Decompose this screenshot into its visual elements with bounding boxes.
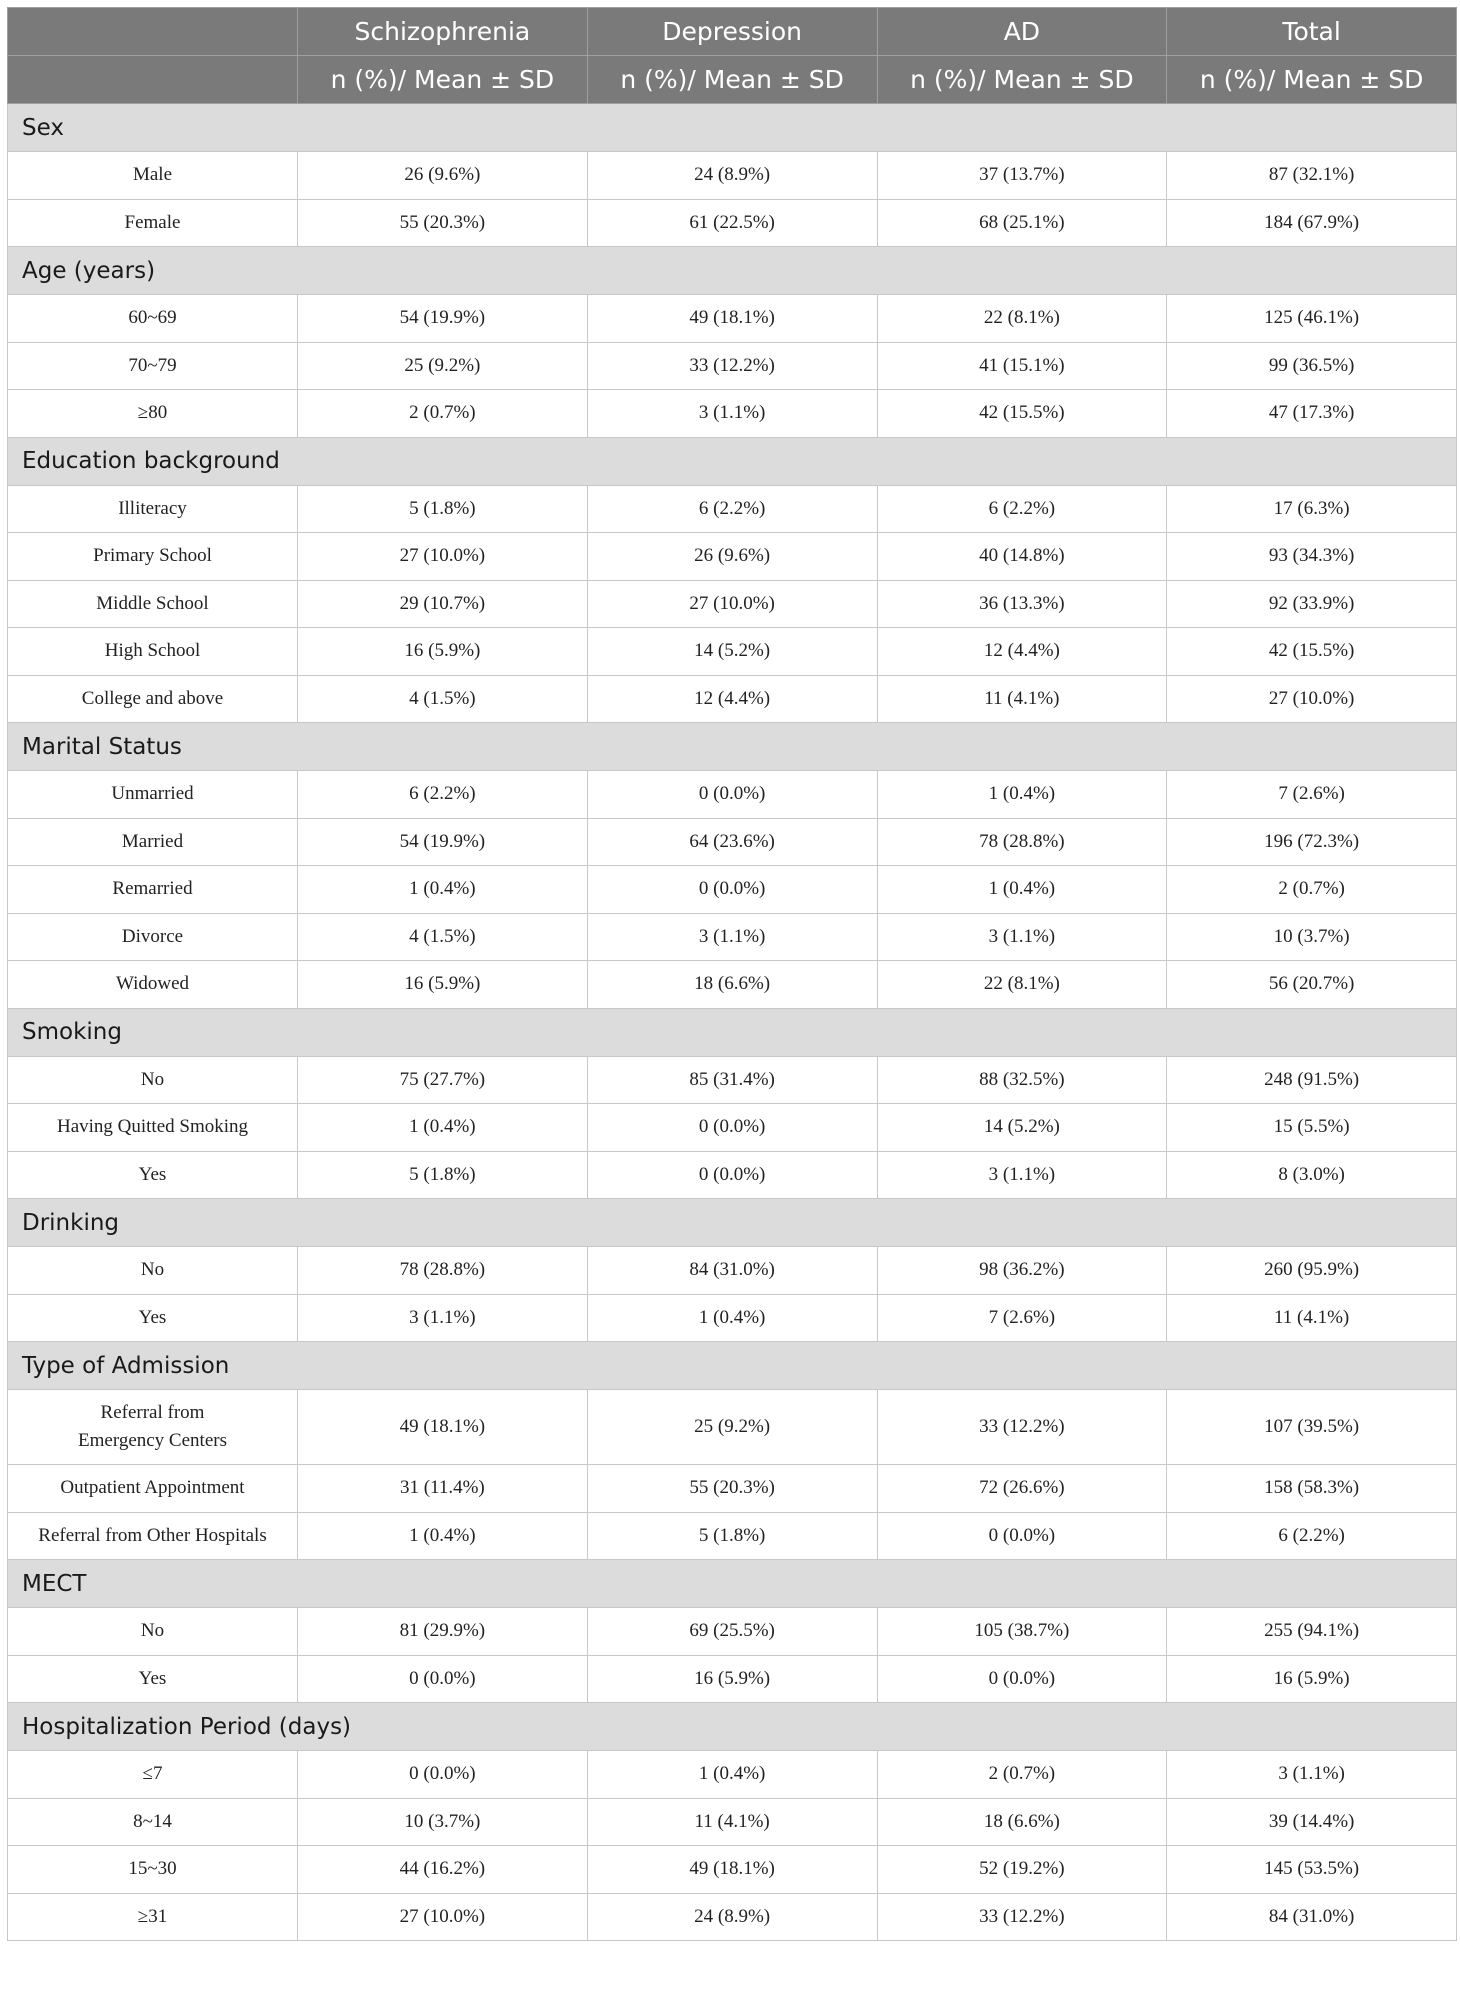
table-cell: 55 (20.3%) [587, 1465, 877, 1513]
table-cell: 27 (10.0%) [587, 580, 877, 628]
table-cell: 54 (19.9%) [298, 818, 588, 866]
table-cell: 10 (3.7%) [298, 1798, 588, 1846]
row-label: Divorce [8, 913, 298, 961]
table-cell: 107 (39.5%) [1167, 1390, 1457, 1465]
table-cell: 7 (2.6%) [877, 1294, 1167, 1342]
row-label: High School [8, 628, 298, 676]
table-cell: 6 (2.2%) [1167, 1512, 1457, 1560]
table-cell: 10 (3.7%) [1167, 913, 1457, 961]
table-cell: 105 (38.7%) [877, 1608, 1167, 1656]
table-cell: 31 (11.4%) [298, 1465, 588, 1513]
table-cell: 3 (1.1%) [877, 1151, 1167, 1199]
section-header-row [8, 247, 1457, 295]
table-cell: 12 (4.4%) [877, 628, 1167, 676]
row-label: Yes [8, 1294, 298, 1342]
table-row [8, 1751, 1457, 1799]
table-cell: 16 (5.9%) [298, 628, 588, 676]
row-label: Yes [8, 1655, 298, 1703]
section-header-row [8, 437, 1457, 485]
table-row [8, 771, 1457, 819]
section-title: Hospitalization Period (days) [8, 1703, 1457, 1751]
table-cell: 93 (34.3%) [1167, 533, 1457, 581]
table-cell: 26 (9.6%) [298, 152, 588, 200]
row-label: 70~79 [8, 342, 298, 390]
table-cell: 0 (0.0%) [298, 1655, 588, 1703]
table-row [8, 818, 1457, 866]
table-cell: 1 (0.4%) [298, 866, 588, 914]
table-row [8, 1151, 1457, 1199]
table-row [8, 675, 1457, 723]
row-label: Primary School [8, 533, 298, 581]
table-cell: 27 (10.0%) [298, 533, 588, 581]
table-cell: 145 (53.5%) [1167, 1846, 1457, 1894]
header-cell-total: Total [1167, 8, 1457, 56]
table-cell: 11 (4.1%) [877, 675, 1167, 723]
table-row [8, 628, 1457, 676]
table-row [8, 1893, 1457, 1941]
row-label: College and above [8, 675, 298, 723]
row-label: 15~30 [8, 1846, 298, 1894]
section-header-row [8, 1008, 1457, 1056]
table-cell: 33 (12.2%) [877, 1893, 1167, 1941]
table-cell: 14 (5.2%) [587, 628, 877, 676]
table-row [8, 485, 1457, 533]
table-cell: 5 (1.8%) [587, 1512, 877, 1560]
table-row [8, 199, 1457, 247]
row-label: Male [8, 152, 298, 200]
section-title: Sex [8, 104, 1457, 152]
header-cell-depression: Depression [587, 8, 877, 56]
table-cell: 3 (1.1%) [587, 913, 877, 961]
row-label: Illiteracy [8, 485, 298, 533]
section-header-row [8, 1199, 1457, 1247]
table-cell: 125 (46.1%) [1167, 295, 1457, 343]
row-label: Having Quitted Smoking [8, 1104, 298, 1152]
section-title: Drinking [8, 1199, 1457, 1247]
table-cell: 98 (36.2%) [877, 1247, 1167, 1295]
table-row [8, 295, 1457, 343]
row-label: Married [8, 818, 298, 866]
table-cell: 18 (6.6%) [877, 1798, 1167, 1846]
table-cell: 0 (0.0%) [587, 866, 877, 914]
table-cell: 49 (18.1%) [587, 295, 877, 343]
table-cell: 92 (33.9%) [1167, 580, 1457, 628]
table-body [8, 104, 1457, 1941]
table-row [8, 1798, 1457, 1846]
row-label: Referral from Emergency Centers [8, 1390, 298, 1465]
section-header-row [8, 1560, 1457, 1608]
demographics-table [7, 7, 1457, 1941]
row-label: No [8, 1056, 298, 1104]
table-cell: 24 (8.9%) [587, 152, 877, 200]
table-cell: 1 (0.4%) [877, 771, 1167, 819]
table-cell: 78 (28.8%) [298, 1247, 588, 1295]
table-row [8, 1056, 1457, 1104]
table-cell: 0 (0.0%) [877, 1512, 1167, 1560]
table-cell: 16 (5.9%) [587, 1655, 877, 1703]
row-label: 8~14 [8, 1798, 298, 1846]
header-row [8, 8, 1457, 56]
section-title: Education background [8, 437, 1457, 485]
table-row [8, 1512, 1457, 1560]
table-cell: 87 (32.1%) [1167, 152, 1457, 200]
section-title: Smoking [8, 1008, 1457, 1056]
table-cell: 33 (12.2%) [587, 342, 877, 390]
table-cell: 2 (0.7%) [1167, 866, 1457, 914]
table-cell: 6 (2.2%) [298, 771, 588, 819]
table-row [8, 1104, 1457, 1152]
row-label: ≥80 [8, 390, 298, 438]
table-cell: 11 (4.1%) [587, 1798, 877, 1846]
subheader-cell: n (%)/ Mean ± SD [298, 56, 588, 104]
table-cell: 22 (8.1%) [877, 295, 1167, 343]
section-header-row [8, 104, 1457, 152]
table-cell: 18 (6.6%) [587, 961, 877, 1009]
table-cell: 158 (58.3%) [1167, 1465, 1457, 1513]
table-cell: 49 (18.1%) [587, 1846, 877, 1894]
table-cell: 5 (1.8%) [298, 1151, 588, 1199]
table-cell: 248 (91.5%) [1167, 1056, 1457, 1104]
subheader-row [8, 56, 1457, 104]
header-cell-blank [8, 8, 298, 56]
table-cell: 61 (22.5%) [587, 199, 877, 247]
table-cell: 0 (0.0%) [587, 1151, 877, 1199]
table-row [8, 342, 1457, 390]
table-cell: 3 (1.1%) [587, 390, 877, 438]
table-cell: 8 (3.0%) [1167, 1151, 1457, 1199]
table-row [8, 1247, 1457, 1295]
table-header [8, 8, 1457, 104]
table-cell: 42 (15.5%) [1167, 628, 1457, 676]
row-label: Outpatient Appointment [8, 1465, 298, 1513]
row-label: Female [8, 199, 298, 247]
table-cell: 1 (0.4%) [587, 1294, 877, 1342]
row-label: No [8, 1608, 298, 1656]
table-cell: 4 (1.5%) [298, 913, 588, 961]
table-cell: 6 (2.2%) [877, 485, 1167, 533]
table-cell: 68 (25.1%) [877, 199, 1167, 247]
table-row [8, 961, 1457, 1009]
table-cell: 64 (23.6%) [587, 818, 877, 866]
table-cell: 196 (72.3%) [1167, 818, 1457, 866]
table-cell: 260 (95.9%) [1167, 1247, 1457, 1295]
table-row [8, 1465, 1457, 1513]
table-cell: 39 (14.4%) [1167, 1798, 1457, 1846]
subheader-cell-blank [8, 56, 298, 104]
table-cell: 25 (9.2%) [587, 1390, 877, 1465]
table-cell: 54 (19.9%) [298, 295, 588, 343]
section-title: MECT [8, 1560, 1457, 1608]
table-row [8, 533, 1457, 581]
table-cell: 72 (26.6%) [877, 1465, 1167, 1513]
table-cell: 184 (67.9%) [1167, 199, 1457, 247]
table-cell: 84 (31.0%) [1167, 1893, 1457, 1941]
table-cell: 42 (15.5%) [877, 390, 1167, 438]
table-cell: 0 (0.0%) [877, 1655, 1167, 1703]
table-cell: 75 (27.7%) [298, 1056, 588, 1104]
row-label: ≥31 [8, 1893, 298, 1941]
row-label: Middle School [8, 580, 298, 628]
section-header-row [8, 1342, 1457, 1390]
table-cell: 11 (4.1%) [1167, 1294, 1457, 1342]
table-row [8, 1390, 1457, 1465]
table-cell: 29 (10.7%) [298, 580, 588, 628]
table-cell: 0 (0.0%) [587, 771, 877, 819]
table-cell: 69 (25.5%) [587, 1608, 877, 1656]
table-cell: 3 (1.1%) [298, 1294, 588, 1342]
table-cell: 3 (1.1%) [1167, 1751, 1457, 1799]
table-cell: 36 (13.3%) [877, 580, 1167, 628]
section-title: Age (years) [8, 247, 1457, 295]
row-label: Referral from Other Hospitals [8, 1512, 298, 1560]
row-label: Unmarried [8, 771, 298, 819]
header-cell-ad: AD [877, 8, 1167, 56]
table-cell: 49 (18.1%) [298, 1390, 588, 1465]
table-cell: 40 (14.8%) [877, 533, 1167, 581]
table-cell: 78 (28.8%) [877, 818, 1167, 866]
row-label: 60~69 [8, 295, 298, 343]
table-row [8, 1294, 1457, 1342]
table-cell: 4 (1.5%) [298, 675, 588, 723]
table-cell: 255 (94.1%) [1167, 1608, 1457, 1656]
table-cell: 55 (20.3%) [298, 199, 588, 247]
section-header-row [8, 723, 1457, 771]
table-cell: 16 (5.9%) [1167, 1655, 1457, 1703]
row-label: Yes [8, 1151, 298, 1199]
table-row [8, 580, 1457, 628]
row-label: Remarried [8, 866, 298, 914]
table-row [8, 1608, 1457, 1656]
table-cell: 37 (13.7%) [877, 152, 1167, 200]
table-cell: 88 (32.5%) [877, 1056, 1167, 1104]
table-cell: 17 (6.3%) [1167, 485, 1457, 533]
table-row [8, 152, 1457, 200]
table-cell: 5 (1.8%) [298, 485, 588, 533]
section-title: Marital Status [8, 723, 1457, 771]
table-cell: 16 (5.9%) [298, 961, 588, 1009]
table-row [8, 1846, 1457, 1894]
table-cell: 85 (31.4%) [587, 1056, 877, 1104]
table-cell: 1 (0.4%) [298, 1512, 588, 1560]
table-container [7, 7, 1456, 1941]
table-cell: 2 (0.7%) [877, 1751, 1167, 1799]
subheader-cell: n (%)/ Mean ± SD [587, 56, 877, 104]
table-cell: 3 (1.1%) [877, 913, 1167, 961]
table-cell: 81 (29.9%) [298, 1608, 588, 1656]
table-cell: 0 (0.0%) [587, 1104, 877, 1152]
table-cell: 26 (9.6%) [587, 533, 877, 581]
table-row [8, 913, 1457, 961]
table-cell: 84 (31.0%) [587, 1247, 877, 1295]
row-label: Widowed [8, 961, 298, 1009]
section-title: Type of Admission [8, 1342, 1457, 1390]
header-cell-schizophrenia: Schizophrenia [298, 8, 588, 56]
section-header-row [8, 1703, 1457, 1751]
table-cell: 22 (8.1%) [877, 961, 1167, 1009]
table-cell: 33 (12.2%) [877, 1390, 1167, 1465]
table-cell: 2 (0.7%) [298, 390, 588, 438]
table-row [8, 390, 1457, 438]
table-cell: 99 (36.5%) [1167, 342, 1457, 390]
table-cell: 15 (5.5%) [1167, 1104, 1457, 1152]
table-cell: 24 (8.9%) [587, 1893, 877, 1941]
subheader-cell: n (%)/ Mean ± SD [877, 56, 1167, 104]
table-cell: 44 (16.2%) [298, 1846, 588, 1894]
table-cell: 27 (10.0%) [298, 1893, 588, 1941]
table-cell: 25 (9.2%) [298, 342, 588, 390]
table-cell: 1 (0.4%) [877, 866, 1167, 914]
table-cell: 0 (0.0%) [298, 1751, 588, 1799]
table-row [8, 1655, 1457, 1703]
table-cell: 14 (5.2%) [877, 1104, 1167, 1152]
table-cell: 1 (0.4%) [587, 1751, 877, 1799]
table-cell: 41 (15.1%) [877, 342, 1167, 390]
table-cell: 7 (2.6%) [1167, 771, 1457, 819]
subheader-cell: n (%)/ Mean ± SD [1167, 56, 1457, 104]
table-cell: 27 (10.0%) [1167, 675, 1457, 723]
table-cell: 47 (17.3%) [1167, 390, 1457, 438]
table-cell: 6 (2.2%) [587, 485, 877, 533]
table-cell: 56 (20.7%) [1167, 961, 1457, 1009]
table-cell: 1 (0.4%) [298, 1104, 588, 1152]
row-label: No [8, 1247, 298, 1295]
table-cell: 52 (19.2%) [877, 1846, 1167, 1894]
row-label: ≤7 [8, 1751, 298, 1799]
table-cell: 12 (4.4%) [587, 675, 877, 723]
table-row [8, 866, 1457, 914]
